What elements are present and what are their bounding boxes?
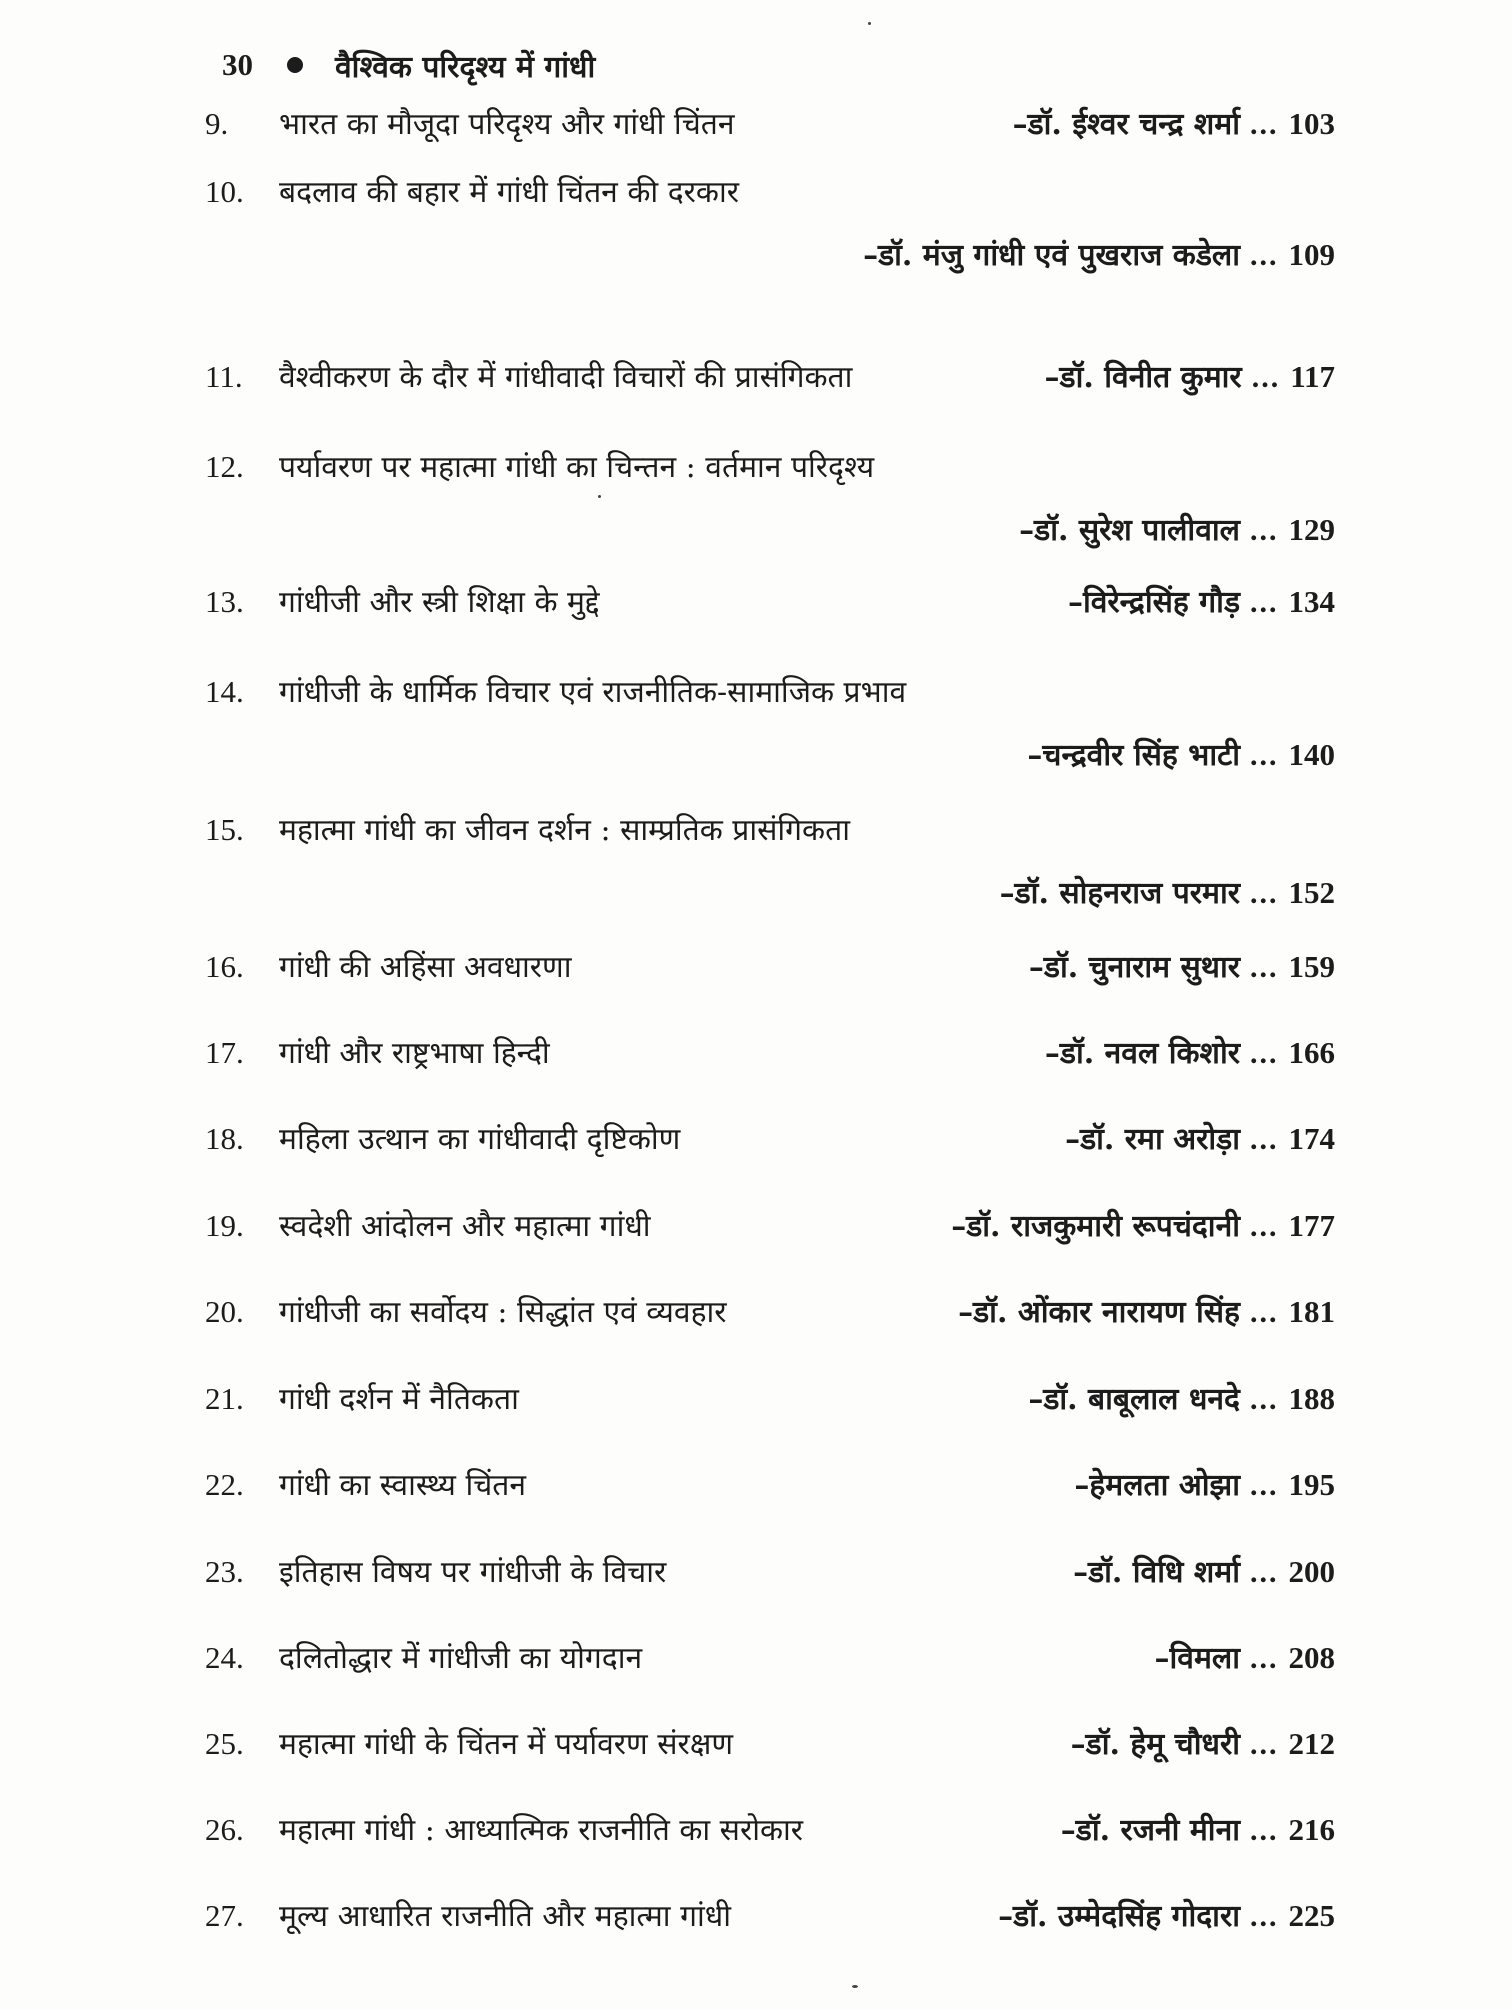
toc-entry (205, 445, 1335, 549)
leader-dots: ... (1250, 514, 1279, 547)
entry-author: –डॉ. उम्मेदसिंह गोदारा (998, 1899, 1240, 1934)
toc-entry (205, 1031, 1335, 1072)
entry-title: गांधीजी का सर्वोदय : सिद्धांत एवं व्यवहार (279, 1295, 727, 1330)
entry-title: गांधीजी और स्त्री शिक्षा के मुद्दे (279, 585, 600, 620)
entry-author: –डॉ. सोहनराज परमार (999, 876, 1240, 911)
toc-entry (205, 1117, 1335, 1158)
header-book-title: वैश्विक परिदृश्य में गांधी (335, 49, 596, 85)
entry-title: महिला उत्थान का गांधीवादी दृष्टिकोण (279, 1122, 681, 1157)
entry-number: 21. (205, 1381, 244, 1416)
entry-number: 10. (205, 174, 244, 209)
header-page-number: 30 (222, 47, 253, 82)
entry-author: –डॉ. रमा अरोड़ा (1065, 1122, 1240, 1157)
toc-entry (205, 945, 1335, 986)
leader-dots: ... (1250, 1728, 1279, 1761)
entry-author: –डॉ. हेमू चौधरी (1070, 1727, 1240, 1762)
leader-dots: ... (1250, 586, 1279, 619)
print-speck (852, 1985, 858, 1988)
entry-number: 17. (205, 1035, 244, 1070)
entry-page: 216 (1288, 1812, 1335, 1847)
leader-dots: ... (1250, 1469, 1279, 1502)
entry-number: 25. (205, 1726, 244, 1761)
entry-title: भारत का मौजूदा परिदृश्य और गांधी चिंतन (279, 107, 735, 142)
toc-entry (205, 102, 1335, 143)
leader-dots: ... (1250, 1037, 1279, 1070)
entry-page: 188 (1288, 1381, 1335, 1416)
leader-dots: ... (1250, 1210, 1279, 1243)
entry-title: बदलाव की बहार में गांधी चिंतन की दरकार (279, 175, 739, 210)
entry-number: 24. (205, 1640, 244, 1675)
entry-title: गांधीजी के धार्मिक विचार एवं राजनीतिक-सामाजिक प्रभाव (279, 675, 907, 710)
entry-author: –डॉ. चुनाराम सुथार (1028, 950, 1240, 985)
entry-number: 26. (205, 1812, 244, 1847)
entry-page: 103 (1288, 106, 1335, 141)
toc-entry (205, 1377, 1335, 1418)
leader-dots: ... (1250, 1296, 1279, 1329)
leader-dots: ... (1250, 108, 1279, 141)
leader-dots: ... (1251, 361, 1281, 394)
leader-dots: ... (1250, 1642, 1279, 1675)
entry-author: –डॉ. सुरेश पालीवाल (1019, 513, 1240, 548)
entry-number: 14. (205, 674, 244, 709)
entry-number: 27. (205, 1898, 244, 1933)
entry-title: स्वदेशी आंदोलन और महात्मा गांधी (279, 1209, 651, 1244)
toc-entry (205, 1550, 1335, 1591)
print-speck (598, 495, 601, 498)
toc-entry (205, 1290, 1335, 1331)
print-speck (868, 22, 871, 25)
entry-page: 212 (1288, 1726, 1335, 1761)
toc-entry (205, 170, 1335, 274)
entry-number: 12. (205, 449, 244, 484)
entry-number: 11. (205, 359, 243, 394)
entry-number: 13. (205, 584, 244, 619)
entry-number: 20. (205, 1294, 244, 1329)
entry-page: 152 (1288, 875, 1335, 910)
entry-page: 140 (1288, 737, 1335, 772)
leader-dots: ... (1250, 1814, 1279, 1847)
toc-entry (205, 1463, 1335, 1504)
leader-dots: ... (1250, 877, 1279, 910)
entry-page: 117 (1290, 359, 1335, 394)
entry-author: –डॉ. ओंकार नारायण सिंह (958, 1295, 1240, 1330)
entry-title: गांधी की अहिंसा अवधारणा (279, 950, 572, 985)
entry-author: –डॉ. बाबूलाल धनदे (1028, 1382, 1240, 1417)
entry-author: –हेमलता ओझा (1074, 1468, 1240, 1503)
toc-entry (205, 670, 1335, 774)
entry-author: –डॉ. ईश्वर चन्द्र शर्मा (1012, 107, 1240, 142)
entry-number: 22. (205, 1467, 244, 1502)
running-header (222, 40, 595, 90)
leader-dots: ... (1250, 1383, 1279, 1416)
toc-entry (205, 1636, 1335, 1677)
entry-author: –डॉ. विनीत कुमार (1044, 360, 1242, 395)
entry-author: –डॉ. मंजु गांधी एवं पुखराज कडेला (863, 238, 1240, 273)
entry-author: –विरेन्द्रसिंह गौड़ (1067, 585, 1240, 620)
entry-author: –डॉ. नवल किशोर (1044, 1036, 1240, 1071)
entry-author: –चन्द्रवीर सिंह भाटी (1027, 738, 1240, 773)
toc-entry (205, 1808, 1335, 1849)
toc-entry (205, 1204, 1335, 1245)
entry-title: महात्मा गांधी का जीवन दर्शन : साम्प्रतिक प्रासंगिकता (279, 813, 850, 848)
entry-author: –डॉ. विधि शर्मा (1073, 1555, 1240, 1590)
entry-title: गांधी और राष्ट्रभाषा हिन्दी (279, 1036, 550, 1071)
entry-number: 19. (205, 1208, 244, 1243)
entry-page: 195 (1288, 1467, 1335, 1502)
entry-page: 200 (1288, 1554, 1335, 1589)
entry-number: 18. (205, 1121, 244, 1156)
entry-title: वैश्वीकरण के दौर में गांधीवादी विचारों की प्रासंगिकता (279, 360, 853, 395)
entry-number: 16. (205, 949, 244, 984)
leader-dots: ... (1250, 951, 1279, 984)
entry-page: 174 (1288, 1121, 1335, 1156)
toc-entry (205, 808, 1335, 912)
entry-author: –डॉ. राजकुमारी रूपचंदानी (951, 1209, 1240, 1244)
entry-page: 129 (1288, 512, 1335, 547)
entry-title: पर्यावरण पर महात्मा गांधी का चिन्तन : वर्तमान परिदृश्य (279, 450, 875, 485)
leader-dots: ... (1250, 739, 1279, 772)
entry-number: 9. (205, 106, 229, 141)
leader-dots: ... (1250, 239, 1279, 272)
toc-entry (205, 1722, 1335, 1763)
leader-dots: ... (1250, 1556, 1279, 1589)
entry-page: 181 (1288, 1294, 1335, 1329)
entry-number: 15. (205, 812, 244, 847)
entry-page: 134 (1288, 584, 1335, 619)
entry-title: मूल्य आधारित राजनीति और महात्मा गांधी (279, 1899, 731, 1934)
entry-title: महात्मा गांधी : आध्यात्मिक राजनीति का सरोकार (279, 1813, 804, 1848)
entry-title: गांधी का स्वास्थ्य चिंतन (279, 1468, 527, 1503)
toc-entry (205, 355, 1335, 396)
entry-title: गांधी दर्शन में नैतिकता (279, 1382, 519, 1417)
entry-title: इतिहास विषय पर गांधीजी के विचार (279, 1555, 667, 1590)
leader-dots: ... (1250, 1123, 1279, 1156)
bullet-icon (287, 57, 303, 73)
entry-author: –डॉ. रजनी मीना (1060, 1813, 1240, 1848)
entry-page: 109 (1288, 237, 1335, 272)
entry-title: महात्मा गांधी के चिंतन में पर्यावरण संरक्षण (279, 1727, 734, 1762)
toc-entry (205, 580, 1335, 621)
entry-number: 23. (205, 1554, 244, 1589)
entry-author: –विमला (1154, 1641, 1240, 1676)
leader-dots: ... (1250, 1900, 1279, 1933)
entry-page: 225 (1288, 1898, 1335, 1933)
entry-page: 159 (1288, 949, 1335, 984)
entry-page: 177 (1288, 1208, 1335, 1243)
entry-page: 208 (1288, 1640, 1335, 1675)
toc-entry (205, 1894, 1335, 1935)
entry-title: दलितोद्धार में गांधीजी का योगदान (279, 1641, 643, 1676)
entry-page: 166 (1288, 1035, 1335, 1070)
